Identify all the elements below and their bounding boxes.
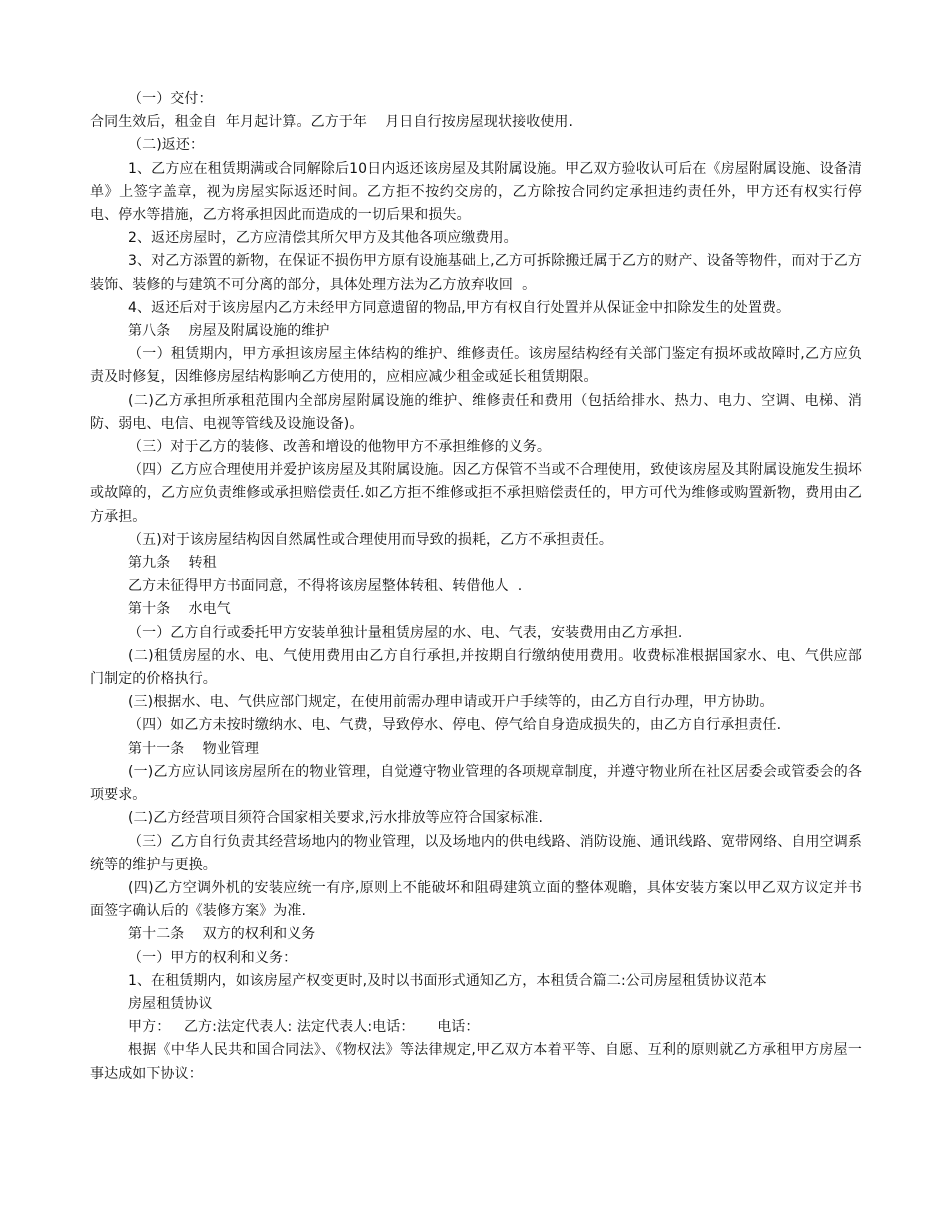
paragraph: （三）对于乙方的装修、改善和增设的他物甲方不承担维修的义务。 xyxy=(128,439,551,456)
paragraph: 1、在租赁期内，如该房屋产权变更时,及时以书面形式通知乙方，本租赁合篇二:公司房屋租赁协议范本 xyxy=(128,972,767,989)
paragraph: 2、返还房屋时，乙方应清偿其所欠甲方及其他各项应缴费用。 xyxy=(128,230,518,247)
paragraph: （一）交付： xyxy=(128,91,213,107)
paragraph: 第十二条 双方的权利和义务 xyxy=(128,926,316,943)
paragraph: （四）乙方应合理使用并爱护该房屋及其附属设施。因乙方保管不当或不合理使用，致使该房屋及其附属设施发生损坏或故障的，乙方应负责维修或承担赔偿责任.如乙方拒不维修或拒不承担赔偿责任的，甲方可代为维修或购置新物，费用由乙方承担。 xyxy=(90,462,862,525)
paragraph: （二)返还： xyxy=(128,137,205,154)
paragraph: （五)对于该房屋结构因自然属性或合理使用而导致的损耗，乙方不承担责任。 xyxy=(128,531,613,548)
paragraph: 第十条 水电气 xyxy=(128,601,231,618)
paragraph: (二)租赁房屋的水、电、气使用费用由乙方自行承担,并按期自行缴纳使用费用。收费标准根据国家水、电、气供应部门制定的价格执行。 xyxy=(90,647,862,688)
paragraph: (二)乙方承担所承租范围内全部房屋附属设施的维护、维修责任和费用（包括给排水、热力、电力、空调、电梯、消防、弱电、电信、电视等管线及设施设备)。 xyxy=(90,392,862,432)
paragraph: 根据《中华人民共和国合同法》、《物权法》等法律规定,甲乙双方本着平等、自愿、互利的原则就乙方承租甲方房屋一事达成如下协议： xyxy=(90,1042,862,1082)
paragraph: 合同生效后，租金自 年月起计算。乙方于年 月日自行按房屋现状接收使用. xyxy=(90,114,574,131)
paragraph: 第八条 房屋及附属设施的维护 xyxy=(128,323,330,340)
paragraph: （四）如乙方未按时缴纳水、电、气费，导致停水、停电、停气给自身造成损失的，由乙方自行承担责任. xyxy=(128,717,782,734)
paragraph: （一）租赁期内，甲方承担该房屋主体结构的维护、维修责任。该房屋结构经有关部门鉴定有损坏或故障时,乙方应负责及时修复，因维修房屋结构影响乙方使用的，应相应减少租金或延长租赁期限。 xyxy=(90,346,862,386)
paragraph: (一)乙方应认同该房屋所在的物业管理，自觉遵守物业管理的各项规章制度，并遵守物业所在社区居委会或管委会的各项要求。 xyxy=(90,763,862,804)
paragraph: 房屋租赁协议 xyxy=(128,995,213,1012)
paragraph: 4、返还后对于该房屋内乙方未经甲方同意遗留的物品,甲方有权自行处置并从保证金中扣除发生的处置费。 xyxy=(128,299,791,316)
paragraph: （一）乙方自行或委托甲方安装单独计量租赁房屋的水、电、气表，安装费用由乙方承担. xyxy=(128,624,683,641)
paragraph: (三)根据水、电、气供应部门规定，在使用前需办理申请或开户手续等的，由乙方自行办理，甲方协助。 xyxy=(128,694,774,711)
paragraph: 第十一条 物业管理 xyxy=(128,740,260,757)
paragraph: （一）甲方的权利和义务： xyxy=(128,949,298,966)
paragraph: 乙方未征得甲方书面同意，不得将该房屋整体转租、转借他人 . xyxy=(128,578,523,595)
paragraph: 甲方： 乙方:法定代表人: 法定代表人:电话： 电话： xyxy=(128,1019,480,1036)
paragraph: (四)乙方空调外机的安装应统一有序,原则上不能破坏和阻碍建筑立面的整体观瞻，具体安装方案以甲乙双方议定并书面签字确认后的《装修方案》为准. xyxy=(90,879,862,920)
paragraph: 1、乙方应在租赁期满或合同解除后10日内返还该房屋及其附属设施。甲乙双方验收认可后在《房屋附属设施、设备清单》上签字盖章，视为房屋实际返还时间。乙方拒不按约交房的，乙方除按合同约定承担违约责任外，甲方还有权实行停电、停水等措施，乙方将承担因此而造成的一切后果和损失。 xyxy=(90,160,862,224)
paragraph: (二)乙方经营项目须符合国家相关要求,污水排放等应符合国家标准. xyxy=(128,810,544,827)
paragraph: 第九条 转租 xyxy=(128,555,217,572)
paragraph: 3、对乙方添置的新物，在保证不损伤甲方原有设施基础上,乙方可拆除搬迁属于乙方的财产、设备等物件，而对于乙方装饰、装修的与建筑不可分离的部分，具体处理方法为乙方放弃收回 。 xyxy=(90,253,862,293)
document-body xyxy=(90,88,862,1086)
paragraph: （三）乙方自行负责其经营场地内的物业管理，以及场地内的供电线路、消防设施、通讯线路、宽带网络、自用空调系统等的维护与更换。 xyxy=(90,833,862,873)
